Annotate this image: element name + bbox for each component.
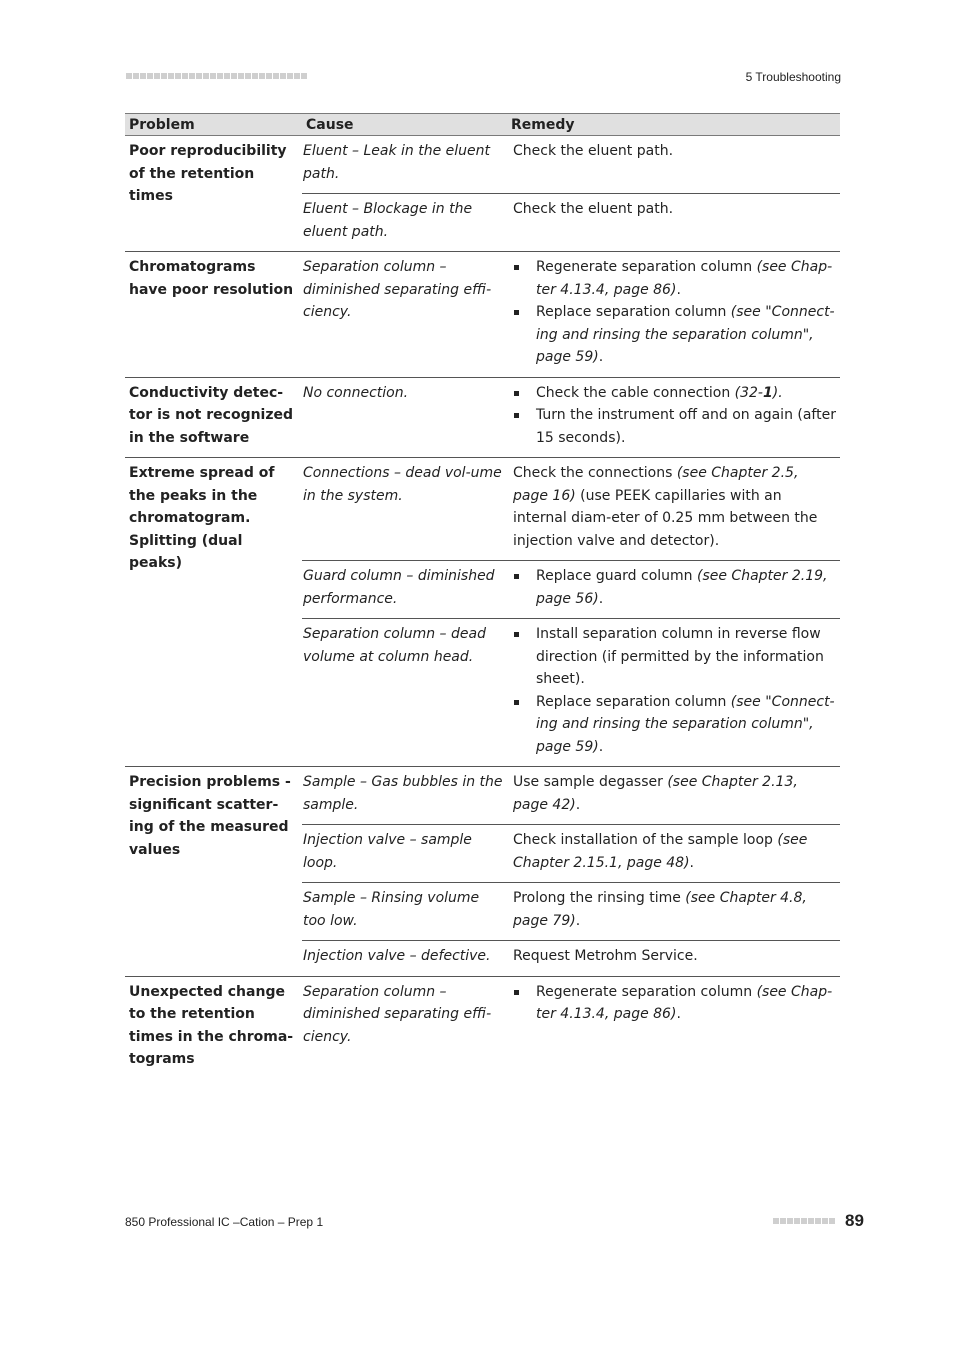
list-item bbox=[513, 256, 836, 301]
cause-cell: Eluent – Leak in the eluent path. bbox=[302, 136, 507, 194]
table-row bbox=[125, 377, 840, 458]
cross-reference: (see Chapter 2.5, page 16) bbox=[513, 465, 799, 504]
remedy-cell: Check the eluent path. bbox=[507, 136, 840, 194]
remedy-text: Prolong the rinsing time bbox=[513, 890, 686, 906]
problem-cell: Conductivity detec-tor is not recognized in the software bbox=[125, 377, 302, 458]
remedy-cell bbox=[507, 883, 840, 941]
remedy-text: . bbox=[575, 912, 581, 929]
list-item bbox=[513, 565, 836, 610]
cross-reference: (see "Connect-ing and rinsing the separation column", page 59) bbox=[536, 304, 835, 365]
cross-reference: (see Chap-ter 4.13.4, page 86) bbox=[536, 259, 833, 298]
remedy-text: Check the connections bbox=[513, 465, 677, 481]
remedy-text: . bbox=[598, 349, 604, 365]
remedy-cell bbox=[507, 976, 840, 1079]
cause-cell: Connections – dead vol-ume in the system. bbox=[302, 458, 507, 561]
list-item bbox=[513, 623, 836, 691]
list-item bbox=[513, 382, 836, 405]
problem-cell: Extreme spread of the peaks in the chromatogram. Splitting (dual peaks) bbox=[125, 458, 302, 767]
remedy-cell bbox=[507, 377, 840, 458]
cross-reference: (32- bbox=[734, 384, 763, 401]
table-row bbox=[125, 252, 840, 378]
cause-cell: No connection. bbox=[302, 377, 507, 458]
remedy-cell bbox=[507, 458, 840, 561]
list-item bbox=[513, 691, 836, 759]
remedy-cell bbox=[507, 825, 840, 883]
remedy-text: . bbox=[676, 281, 681, 298]
remedy-text: . bbox=[689, 854, 694, 871]
table-header-row bbox=[125, 114, 840, 136]
remedy-text: . bbox=[676, 1006, 681, 1022]
remedy-cell: Check the eluent path. bbox=[507, 194, 840, 252]
callout-number: 1 bbox=[762, 384, 773, 401]
remedy-text: . bbox=[598, 590, 604, 607]
remedy-cell bbox=[507, 619, 840, 767]
remedy-text: Check the cable connection bbox=[536, 384, 735, 401]
remedy-cell: Request Metrohm Service. bbox=[507, 941, 840, 977]
cause-cell: Injection valve – sample loop. bbox=[302, 825, 507, 883]
table-row bbox=[125, 767, 840, 825]
remedy-text: Regenerate separation column bbox=[536, 983, 757, 1000]
cause-cell: Sample – Gas bubbles in the sample. bbox=[302, 767, 507, 825]
remedy-cell bbox=[507, 561, 840, 619]
header-problem: Problem bbox=[125, 114, 302, 136]
remedy-text: Regenerate separation column bbox=[536, 259, 757, 275]
cross-reference: (see Chapter 4.8, page 79) bbox=[513, 890, 807, 929]
section-title: 5 Troubleshooting bbox=[745, 70, 841, 84]
document-title: 850 Professional IC –Cation – Prep 1 bbox=[125, 1215, 324, 1229]
page-number: 89 bbox=[845, 1211, 864, 1230]
problem-cell: Poor reproducibility of the retention times bbox=[125, 136, 302, 252]
problem-cell: Precision problems - significant scatter-ing of the measured values bbox=[125, 767, 302, 977]
cross-reference: (see Chapter 2.19, page 56) bbox=[536, 568, 828, 607]
list-item bbox=[513, 981, 836, 1026]
table-row bbox=[125, 458, 840, 561]
cross-reference: (see Chapter 2.15.1, page 48) bbox=[513, 832, 808, 871]
remedy-cell bbox=[507, 767, 840, 825]
table-row bbox=[125, 136, 840, 194]
footer-decoration bbox=[773, 1218, 835, 1224]
remedy-text: Turn the instrument off and on again (after 15 seconds). bbox=[536, 407, 836, 446]
cause-cell: Injection valve – defective. bbox=[302, 941, 507, 977]
problem-cell: Unexpected change to the retention times in the chroma-tograms bbox=[125, 976, 302, 1079]
header-decoration bbox=[126, 73, 307, 79]
troubleshooting-table bbox=[125, 113, 840, 1079]
remedy-text: Replace separation column bbox=[536, 693, 731, 710]
remedy-text: ). bbox=[772, 384, 783, 401]
remedy-text: Replace separation column bbox=[536, 304, 731, 320]
remedy-text: Check installation of the sample loop bbox=[513, 832, 778, 848]
cross-reference: (see Chap-ter 4.13.4, page 86) bbox=[536, 983, 833, 1022]
problem-cell: Chromatograms have poor resolution bbox=[125, 252, 302, 378]
remedy-text: Install separation column in reverse flow direction (if permitted by the information sheet). bbox=[536, 626, 824, 687]
cause-cell: Guard column – diminished performance. bbox=[302, 561, 507, 619]
table-row bbox=[125, 976, 840, 1079]
cause-cell: Separation column – diminished separating effi-ciency. bbox=[302, 976, 507, 1079]
list-item bbox=[513, 404, 836, 449]
cause-cell: Separation column – dead volume at column head. bbox=[302, 619, 507, 767]
remedy-text: . bbox=[575, 796, 581, 813]
remedy-text: Use sample degasser bbox=[513, 774, 668, 790]
header-remedy: Remedy bbox=[507, 114, 840, 136]
header-cause: Cause bbox=[302, 114, 507, 136]
remedy-cell bbox=[507, 252, 840, 378]
cause-cell: Separation column – diminished separating effi-ciency. bbox=[302, 252, 507, 378]
cross-reference: (see Chapter 2.13, page 42) bbox=[513, 774, 798, 813]
remedy-text: Replace guard column bbox=[536, 568, 697, 584]
remedy-text: (use PEEK capillaries with an internal diam-eter of 0.25 mm between the injection valve and detector). bbox=[513, 487, 818, 549]
remedy-text: . bbox=[598, 738, 604, 755]
cross-reference: (see "Connect-ing and rinsing the separation column", page 59) bbox=[536, 693, 835, 755]
list-item bbox=[513, 301, 836, 369]
cause-cell: Sample – Rinsing volume too low. bbox=[302, 883, 507, 941]
cause-cell: Eluent – Blockage in the eluent path. bbox=[302, 194, 507, 252]
